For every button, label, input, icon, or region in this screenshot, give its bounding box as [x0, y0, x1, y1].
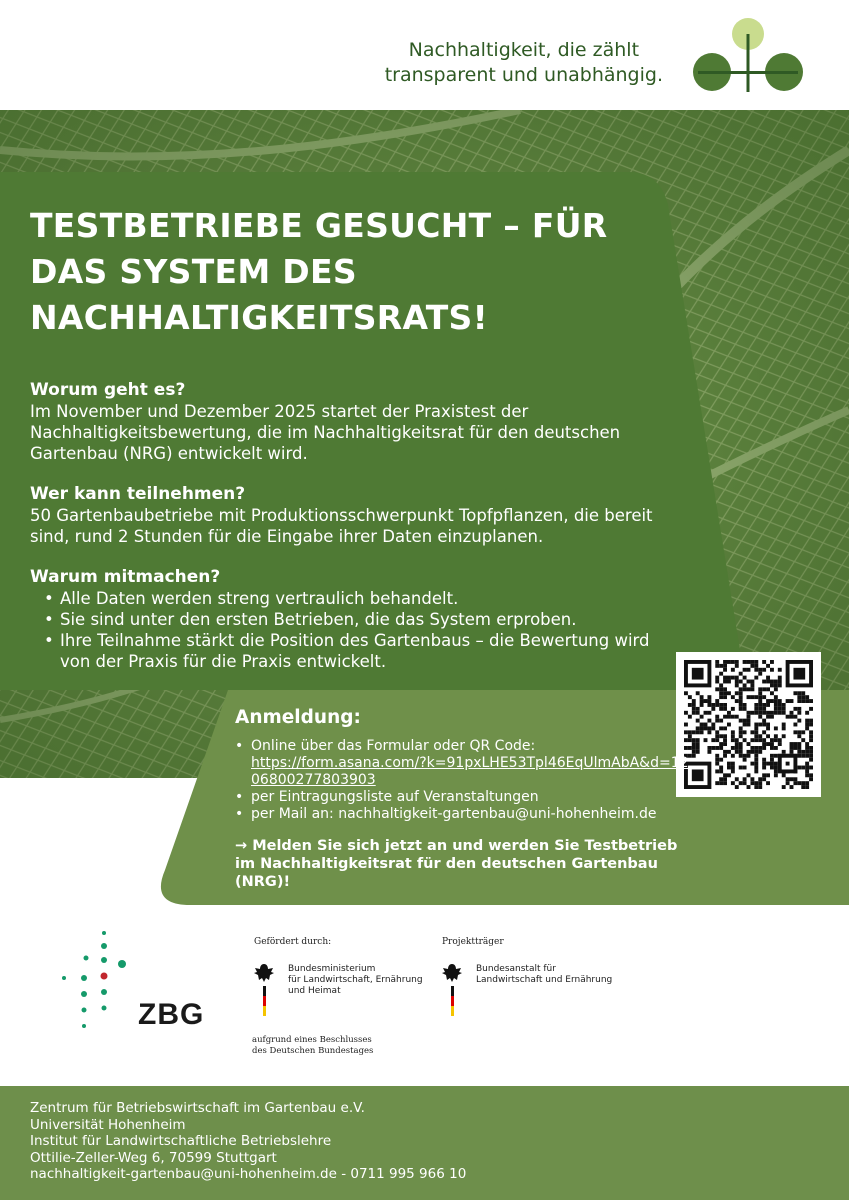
qr-code[interactable] [676, 652, 821, 797]
section-why [30, 567, 670, 672]
section-what-body: Im November und Dezember 2025 startet der Praxistest der Nachhaltigkeitsbewertung, die im Nachhaltigkeitsrat für den deutschen Gartenbau (NRG) entwickelt wird. [30, 402, 621, 463]
signup-list [235, 738, 695, 823]
footer-line-3: Institut für Landwirtschaftliche Betriebslehre [30, 1133, 332, 1149]
list-item: • per Mail an: nachhaltigkeit-gartenbau@uni-hohenheim.de [235, 806, 695, 823]
section-why-heading: Warum mitmachen? [30, 567, 221, 587]
agency-line-2: Landwirtschaft und Ernährung [476, 975, 613, 985]
list-item: • per Eintragungsliste auf Veranstaltungen [235, 789, 695, 806]
eagle-icon [441, 962, 463, 1018]
tagline-line-1: Nachhaltigkeit, die zählt [408, 39, 640, 61]
footer-line-1: Zentrum für Betriebswirtschaft im Gartenbau e.V. [30, 1100, 365, 1116]
section-what [30, 380, 670, 464]
section-what-heading: Worum geht es? [30, 380, 186, 400]
section-who-body: 50 Gartenbaubetriebe mit Produktionsschwerpunkt Topfpflanzen, die bereit sind, rund 2 Stunden für die Eingabe ihrer Daten einzuplanen. [30, 506, 653, 546]
project-label: Projektträger [442, 937, 504, 947]
title-line-1: TESTBETRIEBE GESUCHT – FÜR [30, 206, 608, 245]
agency-name [476, 964, 612, 986]
note-line-1: aufgrund eines Beschlusses [252, 1035, 372, 1045]
footer-line-4: Ottilie-Zeller-Weg 6, 70599 Stuttgart [30, 1149, 277, 1166]
signup-section [235, 706, 695, 891]
ministry-name [288, 964, 423, 997]
page-title [30, 203, 670, 341]
agency-line-1: Bundesanstalt für [476, 964, 556, 974]
note-line-2: des Deutschen Bundestages [252, 1046, 374, 1056]
zbg-wordmark: ZBG [138, 998, 205, 1031]
signup-online-text: Online über das Formular oder QR Code: [251, 738, 536, 754]
title-line-3: NACHHALTIGKEITSRATS! [30, 298, 488, 337]
section-who-heading: Wer kann teilnehmen? [30, 484, 246, 504]
footer-line-5: nachhaltigkeit-gartenbau@uni-hohenheim.de - 0711 995 966 10 [30, 1166, 467, 1182]
footer-line-2: Universität Hohenheim [30, 1116, 186, 1133]
zbg-dots-icon [58, 928, 138, 1038]
list-item: • Ihre Teilnahme stärkt die Position des Gartenbaus – die Bewertung wird von der Praxis für die Praxis entwickelt. [30, 630, 670, 672]
zbg-logo [58, 928, 205, 1038]
ministry-line-2: für Landwirtschaft, Ernährung [288, 975, 423, 985]
funded-by-label: Gefördert durch: [254, 937, 332, 947]
list-item: • Sie sind unter den ersten Betrieben, die das System erproben. [30, 609, 670, 630]
eagle-icon [253, 962, 275, 1018]
list-item: • Alle Daten werden streng vertraulich behandelt. [30, 588, 670, 609]
section-who [30, 484, 670, 547]
signup-form-link[interactable]: https://form.asana.com/?k=91pxLHE53Tpl46EqUlmAbA&d=1206800277803903 [251, 755, 689, 788]
ministry-line-1: Bundesministerium [288, 964, 376, 974]
ministry-line-3: und Heimat [288, 986, 341, 996]
why-list [30, 588, 670, 672]
qr-code-icon [684, 660, 813, 789]
tagline-line-2: transparent und unabhängig. [384, 64, 663, 86]
list-item [235, 738, 695, 789]
bundestag-note [252, 1035, 373, 1057]
footer [0, 1086, 849, 1200]
call-to-action: → Melden Sie sich jetzt an und werden Sie Testbetrieb im Nachhaltigkeitsrat für den deutschen Gartenbau (NRG)! [235, 838, 678, 890]
title-line-2: DAS SYSTEM DES [30, 252, 357, 291]
signup-heading: Anmeldung: [235, 707, 361, 728]
